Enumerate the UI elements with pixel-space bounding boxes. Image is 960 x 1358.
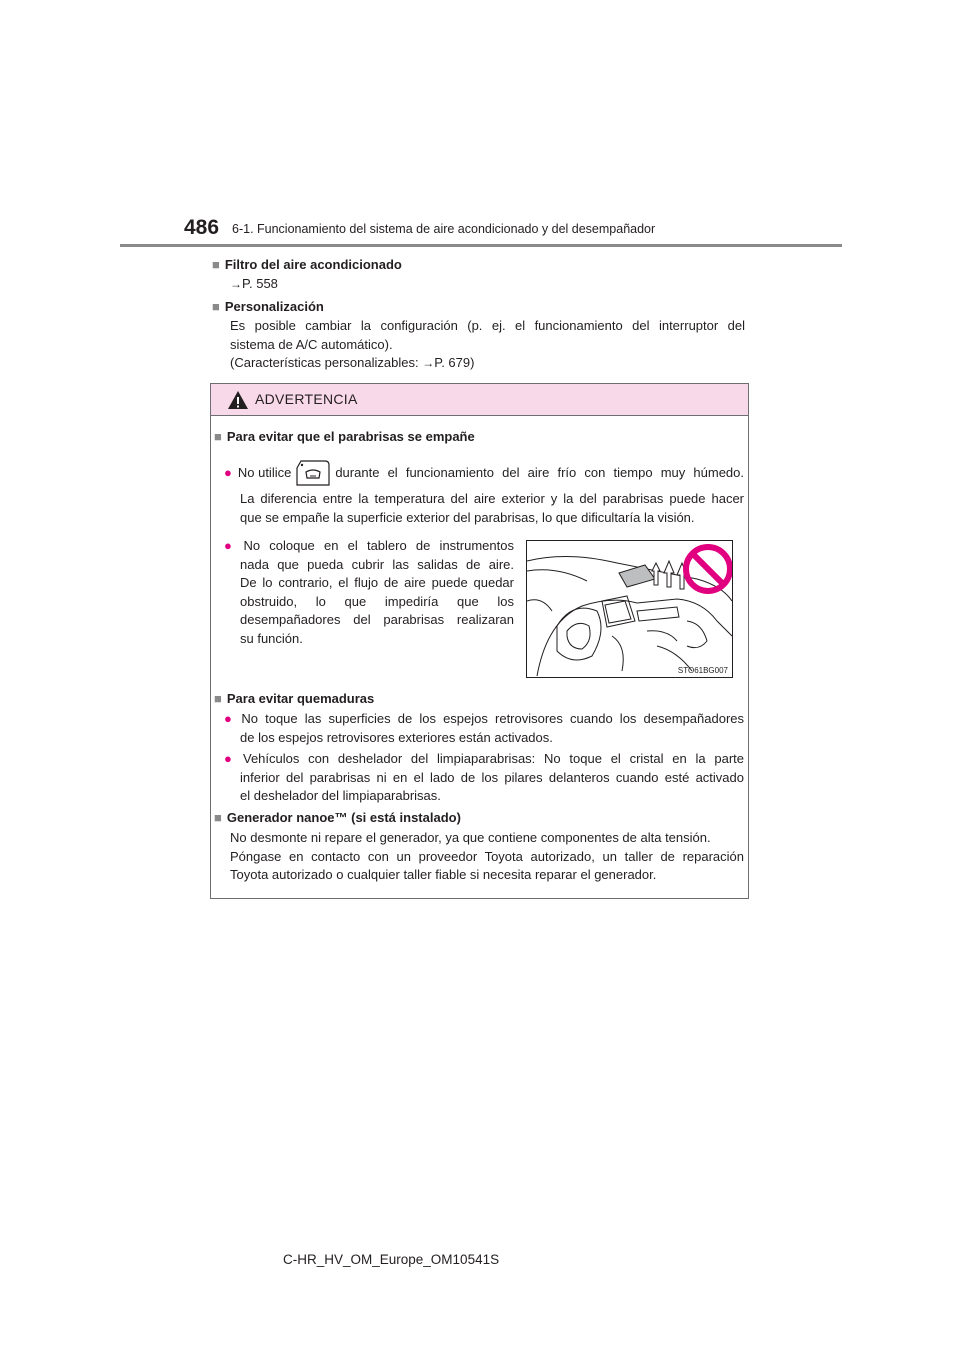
warning-triangle-icon <box>227 390 249 410</box>
dashboard-drawing <box>527 541 732 677</box>
burn-item-2-line-1: Vehículos con deshelador del limpiaparabrisas: No toque el cristal en la parte <box>243 751 744 766</box>
nanoe-heading-text: Generador nanoe™ (si está instalado) <box>226 810 461 825</box>
fog-heading-text: Para evitar que el parabrisas se empañe <box>226 429 475 444</box>
nanoe-paragraph <box>230 829 744 885</box>
windshield-defogger-button-icon <box>295 458 331 488</box>
circle-bullet-icon: ● <box>224 464 232 480</box>
warning-header <box>211 384 748 416</box>
custom-line-2: sistema de A/C automático). <box>230 336 393 352</box>
custom-heading-text: Personalización <box>224 299 324 314</box>
circle-bullet-icon: ● <box>224 711 236 726</box>
page-number: 486 <box>184 216 220 239</box>
square-bullet-icon: ■ <box>212 257 220 272</box>
fog-item-2-line-3: De lo contrario, el flujo de aire puede quedar <box>240 575 514 590</box>
fog-detail-line-1: La diferencia entre la temperatura del aire exterior y la del parabrisas puede hacer <box>240 491 744 506</box>
fog-item-2-line-1: No coloque en el tablero de instrumentos <box>243 538 514 553</box>
burn-item-2-line-2: inferior del parabrisas ni en el lado de los pilares delanteros cuando esté activado <box>240 769 744 785</box>
nanoe-line-3: Toyota autorizado o cualquier taller fiable si necesita reparar el generador. <box>230 867 657 882</box>
burn-item-1-line-1: No toque las superficies de los espejos retrovisores cuando los desempañadores <box>241 711 745 726</box>
custom-paragraph <box>230 317 745 373</box>
burn-heading-text: Para evitar quemaduras <box>226 691 375 706</box>
square-bullet-icon: ■ <box>214 810 222 825</box>
fog-item-2-line-4: obstruido, lo que impediría que los <box>240 593 514 609</box>
custom-line-1: Es posible cambiar la configuración (p. ej. el funcionamiento del interruptor del <box>230 318 745 333</box>
arrow-right-icon: → <box>230 277 242 291</box>
fog-item-2 <box>224 537 514 648</box>
custom-line-3-prefix: (Características personalizables: <box>230 355 423 370</box>
dashboard-illustration <box>526 540 733 678</box>
burn-item-2 <box>224 750 744 806</box>
burn-heading <box>214 691 374 706</box>
fog-item-1-post: durante el funcionamiento del aire frío con tiempo muy húmedo. <box>335 464 744 480</box>
filter-reference <box>230 275 278 294</box>
filter-ref-text: P. 558 <box>242 276 278 291</box>
square-bullet-icon: ■ <box>212 299 220 314</box>
fog-item-2-line-2: nada que pueda cubrir las salidas de aire. <box>240 556 514 572</box>
burn-item-1-line-2: de los espejos retrovisores exteriores están activados. <box>240 729 553 745</box>
warning-box <box>210 383 749 899</box>
burn-item-1 <box>224 710 744 747</box>
fog-item-2-line-5: desempañadores del parabrisas realizaran <box>240 612 514 627</box>
arrow-right-icon: → <box>422 356 435 370</box>
circle-bullet-icon: ● <box>224 751 237 766</box>
square-bullet-icon: ■ <box>214 429 222 444</box>
warning-title: ADVERTENCIA <box>255 391 358 407</box>
circle-bullet-icon: ● <box>224 538 238 553</box>
document-code: C-HR_HV_OM_Europe_OM10541S <box>283 1252 500 1267</box>
custom-heading <box>212 299 324 314</box>
fog-item-1-pre: No utilice <box>237 464 292 480</box>
fog-item-1-detail <box>240 490 744 527</box>
fog-detail-line-2: que se empañe la superficie exterior del parabrisas, lo que dificultaría la visión. <box>240 509 695 525</box>
filter-heading-text: Filtro del aire acondicionado <box>224 257 402 272</box>
filter-heading <box>212 257 402 272</box>
figure-code: STO61BG007 <box>677 666 728 675</box>
square-bullet-icon: ■ <box>214 691 222 706</box>
section-title: 6-1. Funcionamiento del sistema de aire acondicionado y del desempañador <box>232 222 656 236</box>
nanoe-heading <box>214 810 461 825</box>
custom-line-3-ref: P. 679) <box>434 355 475 370</box>
nanoe-line-2: Póngase en contacto con un proveedor Toyota autorizado, un taller de reparación <box>230 848 744 864</box>
custom-line-3 <box>230 354 745 373</box>
nanoe-line-1: No desmonte ni repare el generador, ya que contiene componentes de alta tensión. <box>230 830 711 845</box>
header-divider <box>120 244 842 247</box>
fog-heading <box>214 429 475 444</box>
fog-item-1 <box>224 458 744 488</box>
fog-item-2-line-6: su función. <box>240 630 303 646</box>
burn-item-2-line-3: el deshelador del limpiaparabrisas. <box>240 788 441 803</box>
